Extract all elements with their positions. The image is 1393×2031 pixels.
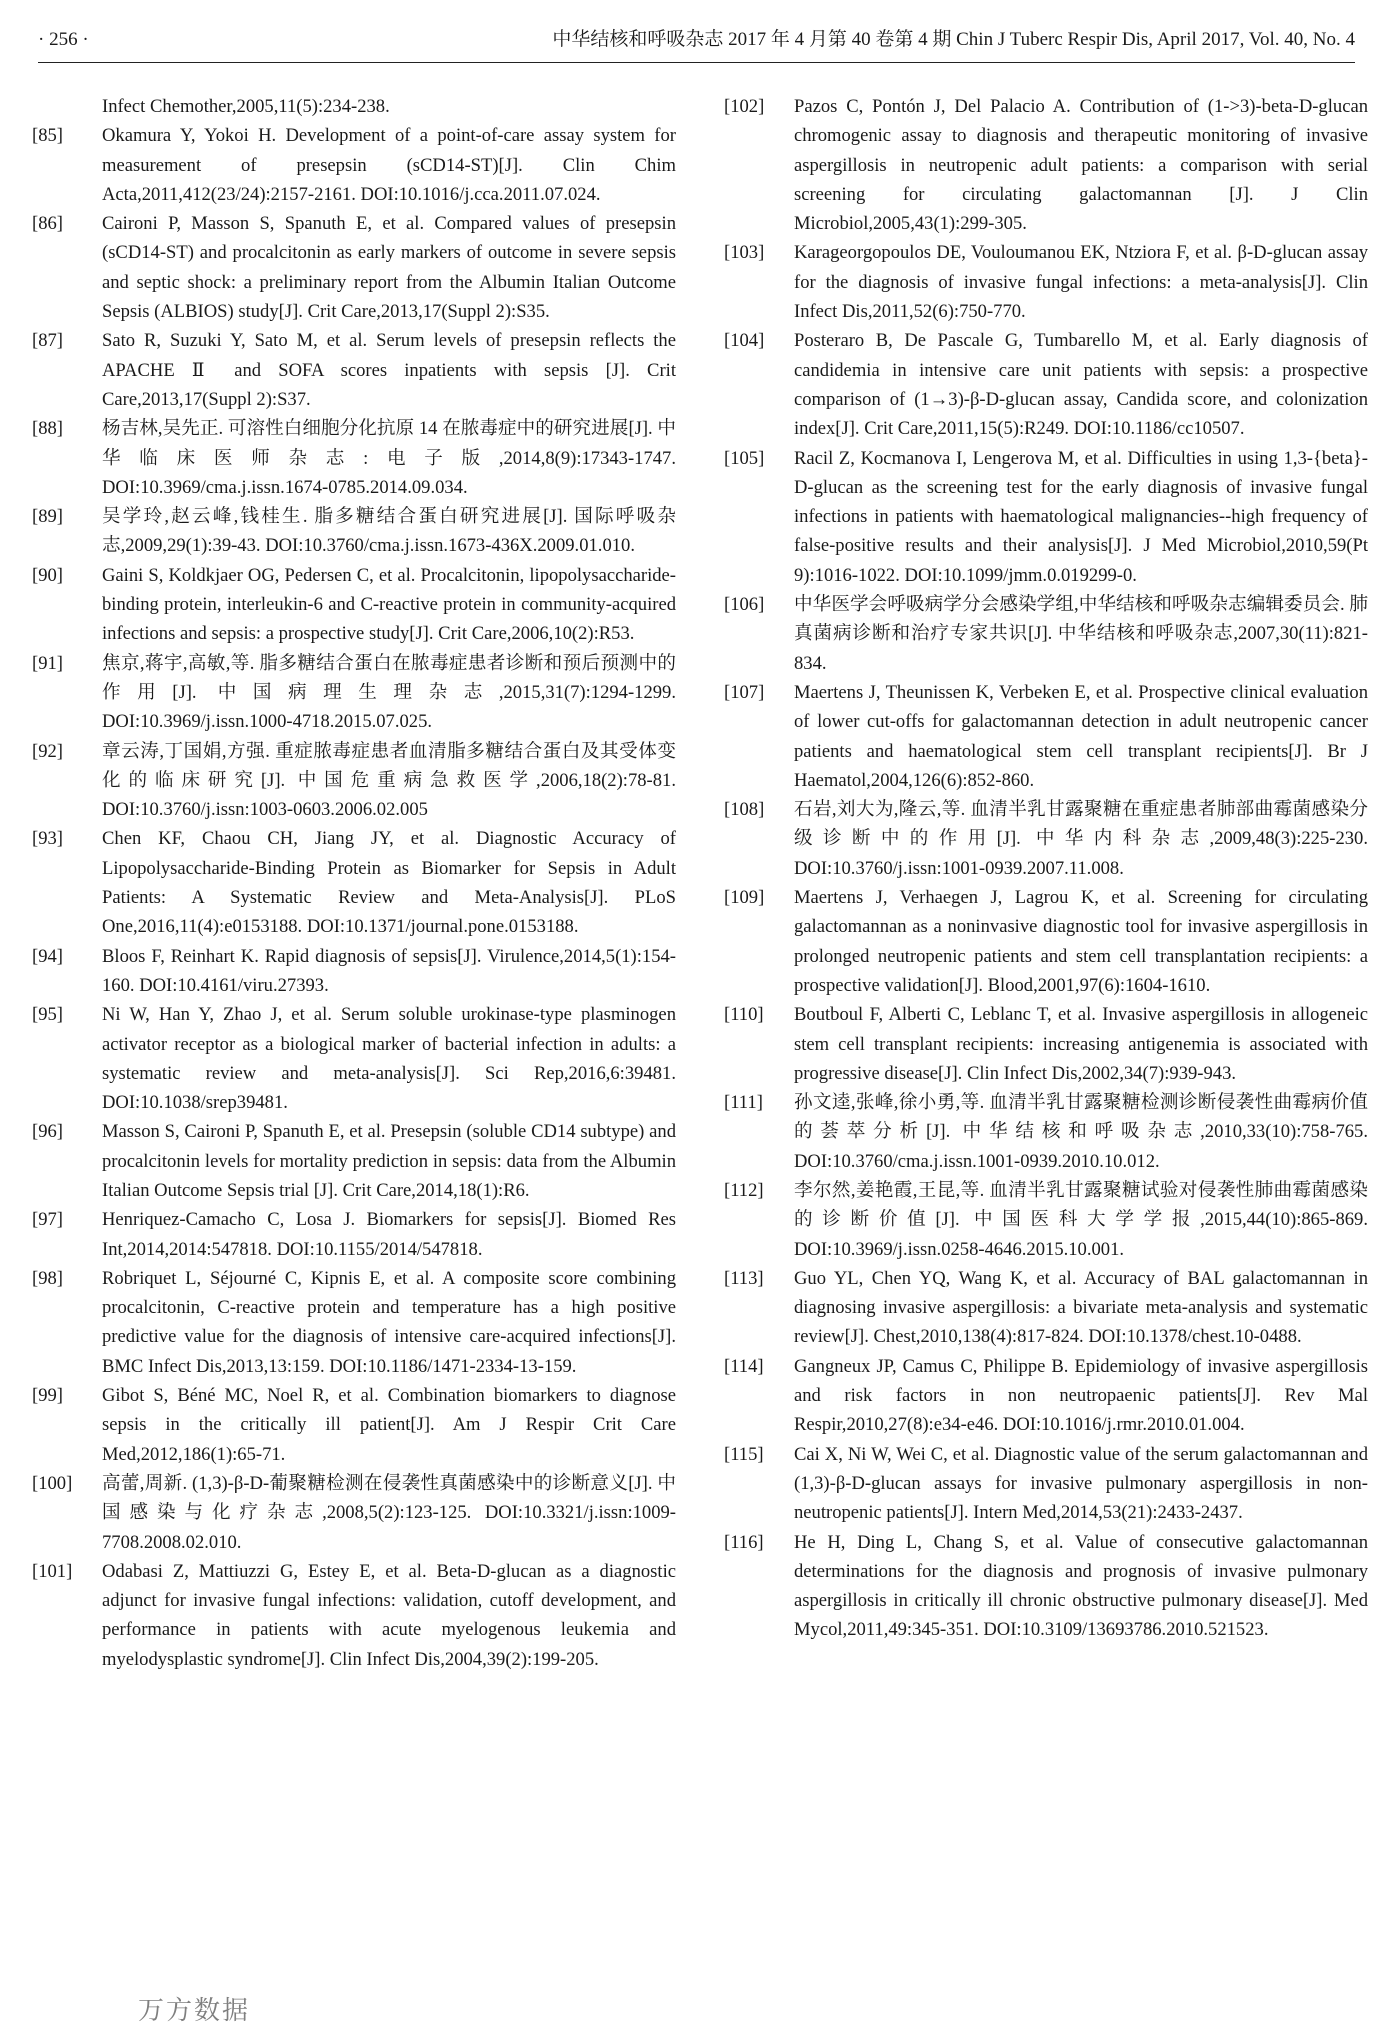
reference-number: [87] [32, 330, 63, 352]
reference-number: [95] [32, 1004, 63, 1026]
reference-number: [115] [724, 1443, 764, 1465]
reference-entry [724, 1088, 1368, 1176]
reference-entry [724, 238, 1368, 326]
reference-text: Gaini S, Koldkjaer OG, Pedersen C, et al. Procalcitonin, lipopolysaccharide-binding protein, interleukin-6 and C-reactive protein in community-acquired infections and sepsis: a prospective study[J]. Crit Care,2006,10(2):R53. [102, 564, 676, 645]
reference-number: [96] [32, 1121, 63, 1143]
reference-text: Boutboul F, Alberti C, Leblanc T, et al. Invasive aspergillosis in allogeneic stem cell transplant recipients: increasing antigenemia is associated with progressive disease[J]. Clin Infect Dis,2002,34(7):939-943. [794, 1004, 1368, 1084]
reference-text: Okamura Y, Yokoi H. Development of a point-of-care assay system for measurement of presepsin (sCD14-ST)[J]. Clin Chim Acta,2011,412(23/24):2157-2161. DOI:10.1016/j.cca.2011.07.024. [102, 125, 676, 205]
reference-number: [99] [32, 1385, 63, 1407]
reference-entry [724, 590, 1368, 678]
reference-text: 孙文逵,张峰,徐小勇,等. 血清半乳甘露聚糖检测诊断侵袭性曲霉病价值的荟萃分析[J]. 中华结核和呼吸杂志,2010,33(10):758-765. DOI:10.3760/cma.j.issn.1001-0939.2010.10.012. [794, 1092, 1368, 1172]
watermark: 万方数据 [138, 1996, 251, 2026]
reference-text: Gangneux JP, Camus C, Philippe B. Epidemiology of invasive aspergillosis and risk factors in non neutropaenic patients[J]. Rev Mal Respir,2010,27(8):e34-e46. DOI:10.1016/j.rmr.2010.01.004. [794, 1355, 1368, 1436]
reference-entry [32, 209, 676, 326]
reference-entry [724, 444, 1368, 590]
reference-text: Maertens J, Theunissen K, Verbeken E, et al. Prospective clinical evaluation of lower cut-offs for galactomannan detection in adult neutropenic cancer patients and haematological stem cell transplant recipients[J]. Br J Haematol,2004,126(6):852-860. [794, 681, 1368, 791]
reference-text: Chen KF, Chaou CH, Jiang JY, et al. Diagnostic Accuracy of Lipopolysaccharide-Binding Protein as Biomarker for Sepsis in Adult Patients: A Systematic Review and Meta-Analysis[J]. PLoS One,2016,11(4):e0153188. DOI:10.1371/journal.pone.0153188. [102, 828, 676, 938]
reference-text: Robriquet L, Séjourné C, Kipnis E, et al. A composite score combining procalcitonin, C-reactive protein and temperature has a high positive predictive value for the diagnosis of intensive care-acquired infections[J]. BMC Infect Dis,2013,13:159. DOI:10.1186/1471-2334-13-159. [102, 1267, 676, 1377]
reference-number: [90] [32, 564, 63, 586]
reference-text: Bloos F, Reinhart K. Rapid diagnosis of sepsis[J]. Virulence,2014,5(1):154-160. DOI:10.4161/viru.27393. [102, 945, 676, 996]
reference-entry [724, 1528, 1368, 1645]
reference-number: [89] [32, 506, 63, 528]
reference-entry [32, 1557, 676, 1674]
reference-text: Pazos C, Pontón J, Del Palacio A. Contribution of (1->3)-beta-D-glucan chromogenic assay to diagnosis and therapeutic monitoring of invasive aspergillosis in neutropenic adult patients: a comparison with serial screening for circulating galactomannan [J]. J Clin Microbiol,2005,43(1):299-305. [794, 96, 1368, 235]
reference-text: Maertens J, Verhaegen J, Lagrou K, et al. Screening for circulating galactomannan as a noninvasive diagnostic tool for invasive aspergillosis in prolonged neutropenic patients and stem cell transplantation recipients: a prospective validation[J]. Blood,2001,97(6):1604-1610. [794, 887, 1368, 996]
reference-entry [724, 1000, 1368, 1088]
reference-entry [32, 1117, 676, 1205]
reference-text: Odabasi Z, Mattiuzzi G, Estey E, et al. Beta-D-glucan as a diagnostic adjunct for invasive fungal infections: validation, cutoff development, and performance in patients with acute myelogenous leukemia and myelodysplastic syndrome[J]. Clin Infect Dis,2004,39(2):199-205. [102, 1560, 676, 1670]
reference-entry [32, 1000, 676, 1117]
reference-number: [116] [724, 1531, 764, 1553]
reference-text: 中华医学会呼吸病学分会感染学组,中华结核和呼吸杂志编辑委员会. 肺真菌病诊断和治疗专家共识[J]. 中华结核和呼吸杂志,2007,30(11):821-834. [794, 594, 1368, 674]
reference-column-right [724, 92, 1368, 2022]
reference-text: 章云涛,丁国娟,方强. 重症脓毒症患者血清脂多糖结合蛋白及其受体变化的临床研究[J]. 中国危重病急救医学,2006,18(2):78-81. DOI:10.3760/j.issn:1003-0603.2006.02.005 [102, 740, 676, 821]
reference-text: Masson S, Caironi P, Spanuth E, et al. Presepsin (soluble CD14 subtype) and procalcitonin levels for mortality prediction in sepsis: data from the Albumin Italian Outcome Sepsis trial [J]. Crit Care,2014,18(1):R6. [102, 1121, 676, 1201]
reference-text: Racil Z, Kocmanova I, Lengerova M, et al. Difficulties in using 1,3-{beta}-D-glucan as the screening test for the early diagnosis of invasive fungal infections in patients with haematological malignancies--high frequency of false-positive results and their analysis[J]. J Med Microbiol,2010,59(Pt 9):1016-1022. DOI:10.1099/jmm.0.019299-0. [794, 447, 1368, 586]
header-divider [38, 62, 1355, 63]
reference-number: [98] [32, 1267, 63, 1289]
reference-number: [113] [724, 1267, 764, 1289]
reference-number: [109] [724, 887, 765, 909]
reference-number: [88] [32, 418, 63, 440]
reference-entry [724, 92, 1368, 238]
reference-entry [32, 561, 676, 649]
reference-number: [91] [32, 652, 63, 674]
reference-number: [97] [32, 1209, 63, 1231]
reference-entry [32, 1381, 676, 1469]
reference-number: [102] [724, 96, 765, 117]
reference-entry [724, 883, 1368, 1000]
reference-text: 石岩,刘大为,隆云,等. 血清半乳甘露聚糖在重症患者肺部曲霉菌感染分级诊断中的作用[J]. 中华内科杂志,2009,48(3):225-230. DOI:10.3760/j.issn:1001-0939.2007.11.008. [794, 799, 1368, 879]
reference-number: [114] [724, 1355, 764, 1377]
reference-number: [108] [724, 799, 765, 821]
reference-entry [724, 1176, 1368, 1264]
reference-number: [93] [32, 828, 63, 850]
reference-number: [110] [724, 1004, 764, 1026]
reference-text: 杨吉林,吴先正. 可溶性白细胞分化抗原 14 在脓毒症中的研究进展[J]. 中华临床医师杂志:电子版,2014,8(9):17343-1747. DOI:10.3969/cma.j.issn.1674-0785.2014.09.034. [102, 418, 676, 498]
reference-entry [32, 737, 676, 825]
reference-text: Karageorgopoulos DE, Vouloumanou EK, Ntziora F, et al. β-D-glucan assay for the diagnosis of invasive fungal infections: a meta-analysis[J]. Clin Infect Dis,2011,52(6):750-770. [794, 242, 1368, 323]
reference-text: Ni W, Han Y, Zhao J, et al. Serum soluble urokinase-type plasminogen activator receptor as a biological marker of bacterial infection in adults: a systematic review and meta-analysis[J]. Sci Rep,2016,6:39481. DOI:10.1038/srep39481. [102, 1004, 676, 1114]
reference-entry [32, 502, 676, 561]
reference-entry [32, 1264, 676, 1381]
reference-text: 李尔然,姜艳霞,王昆,等. 血清半乳甘露聚糖试验对侵袭性肺曲霉菌感染的诊断价值[J]. 中国医科大学学报,2015,44(10):865-869. DOI:10.3969/j.issn.0258-4646.2015.10.001. [794, 1179, 1368, 1260]
reference-entry [32, 92, 676, 121]
reference-number: [105] [724, 447, 765, 469]
reference-text: Infect Chemother,2005,11(5):234-238. [102, 96, 390, 117]
reference-column-left [32, 92, 676, 2022]
reference-entry [32, 1469, 676, 1557]
reference-entry [32, 326, 676, 414]
reference-entry [724, 1264, 1368, 1352]
reference-number: [85] [32, 125, 63, 147]
reference-text: Sato R, Suzuki Y, Sato M, et al. Serum levels of presepsin reflects the APACHE Ⅱ and SOFA scores inpatients with sepsis [J]. Crit Care,2013,17(Suppl 2):S37. [102, 330, 676, 410]
journal-citation: 中华结核和呼吸杂志 2017 年 4 月第 40 卷第 4 期 Chin J Tuberc Respir Dis, April 2017, Vol. 40, No. 4 [552, 29, 1355, 50]
reference-text: Posteraro B, De Pascale G, Tumbarello M, et al. Early diagnosis of candidemia in intensive care unit patients with sepsis: a prospective comparison of (1→3)-β-D-glucan assay, Candida score, and colonization index[J]. Crit Care,2011,15(5):R249. DOI:10.1186/cc10507. [794, 330, 1368, 440]
reference-number: [106] [724, 594, 765, 616]
reference-text: 焦京,蒋宇,高敏,等. 脂多糖结合蛋白在脓毒症患者诊断和预后预测中的作用[J]. 中国病理生理杂志,2015,31(7):1294-1299. DOI:10.3969/j.issn.1000-4718.2015.07.025. [102, 652, 676, 733]
reference-entry [32, 1205, 676, 1264]
reference-number: [94] [32, 945, 63, 967]
reference-number: [104] [724, 330, 765, 352]
reference-number: [103] [724, 242, 765, 264]
reference-entry [724, 795, 1368, 883]
reference-number: [107] [724, 681, 765, 703]
reference-number: [100] [32, 1472, 73, 1494]
reference-number: [101] [32, 1560, 73, 1582]
reference-entry [724, 1352, 1368, 1440]
reference-text: Guo YL, Chen YQ, Wang K, et al. Accuracy of BAL galactomannan in diagnosing invasive aspergillosis: a bivariate meta-analysis and systematic review[J]. Chest,2010,138(4):817-824. DOI:10.1378/chest.10-0488. [794, 1267, 1368, 1348]
reference-entry [32, 649, 676, 737]
reference-entry [32, 824, 676, 941]
reference-entry [32, 414, 676, 502]
reference-number: [92] [32, 740, 63, 762]
reference-text: He H, Ding L, Chang S, et al. Value of consecutive galactomannan determinations for the diagnosis and prognosis of invasive pulmonary aspergillosis in critically ill chronic obstructive pulmonary disease[J]. Med Mycol,2011,49:345-351. DOI:10.3109/13693786.2010.521523. [794, 1531, 1368, 1641]
reference-entry [724, 326, 1368, 443]
reference-text: Cai X, Ni W, Wei C, et al. Diagnostic value of the serum galactomannan and (1,3)-β-D-glucan assays for invasive pulmonary aspergillosis in non-neutropenic patients[J]. Intern Med,2014,53(21):2433-2437. [794, 1443, 1368, 1524]
reference-entry [32, 942, 676, 1001]
reference-entry [724, 1440, 1368, 1528]
reference-entry [32, 121, 676, 209]
page-number: · 256 · [38, 29, 89, 50]
reference-text: 高蕾,周新. (1,3)-β-D-葡聚糖检测在侵袭性真菌感染中的诊断意义[J]. 中国感染与化疗杂志,2008,5(2):123-125. DOI:10.3321/j.issn:1009-7708.2008.02.010. [102, 1472, 676, 1553]
reference-number: [111] [724, 1092, 763, 1114]
reference-text: 吴学玲,赵云峰,钱桂生. 脂多糖结合蛋白研究进展[J]. 国际呼吸杂志,2009,29(1):39-43. DOI:10.3760/cma.j.issn.1673-436X.2009.01.010. [102, 506, 676, 557]
reference-entry [724, 678, 1368, 795]
reference-text: Gibot S, Béné MC, Noel R, et al. Combination biomarkers to diagnose sepsis in the critically ill patient[J]. Am J Respir Crit Care Med,2012,186(1):65-71. [102, 1385, 676, 1465]
reference-text: Henriquez-Camacho C, Losa J. Biomarkers for sepsis[J]. Biomed Res Int,2014,2014:547818. DOI:10.1155/2014/547818. [102, 1209, 676, 1260]
reference-number: [86] [32, 213, 63, 235]
reference-number: [112] [724, 1179, 764, 1201]
reference-text: Caironi P, Masson S, Spanuth E, et al. Compared values of presepsin (sCD14-ST) and procalcitonin as early markers of outcome in severe sepsis and septic shock: a preliminary report from the Albumin Italian Outcome Sepsis (ALBIOS) study[J]. Crit Care,2013,17(Suppl 2):S35. [102, 213, 676, 323]
